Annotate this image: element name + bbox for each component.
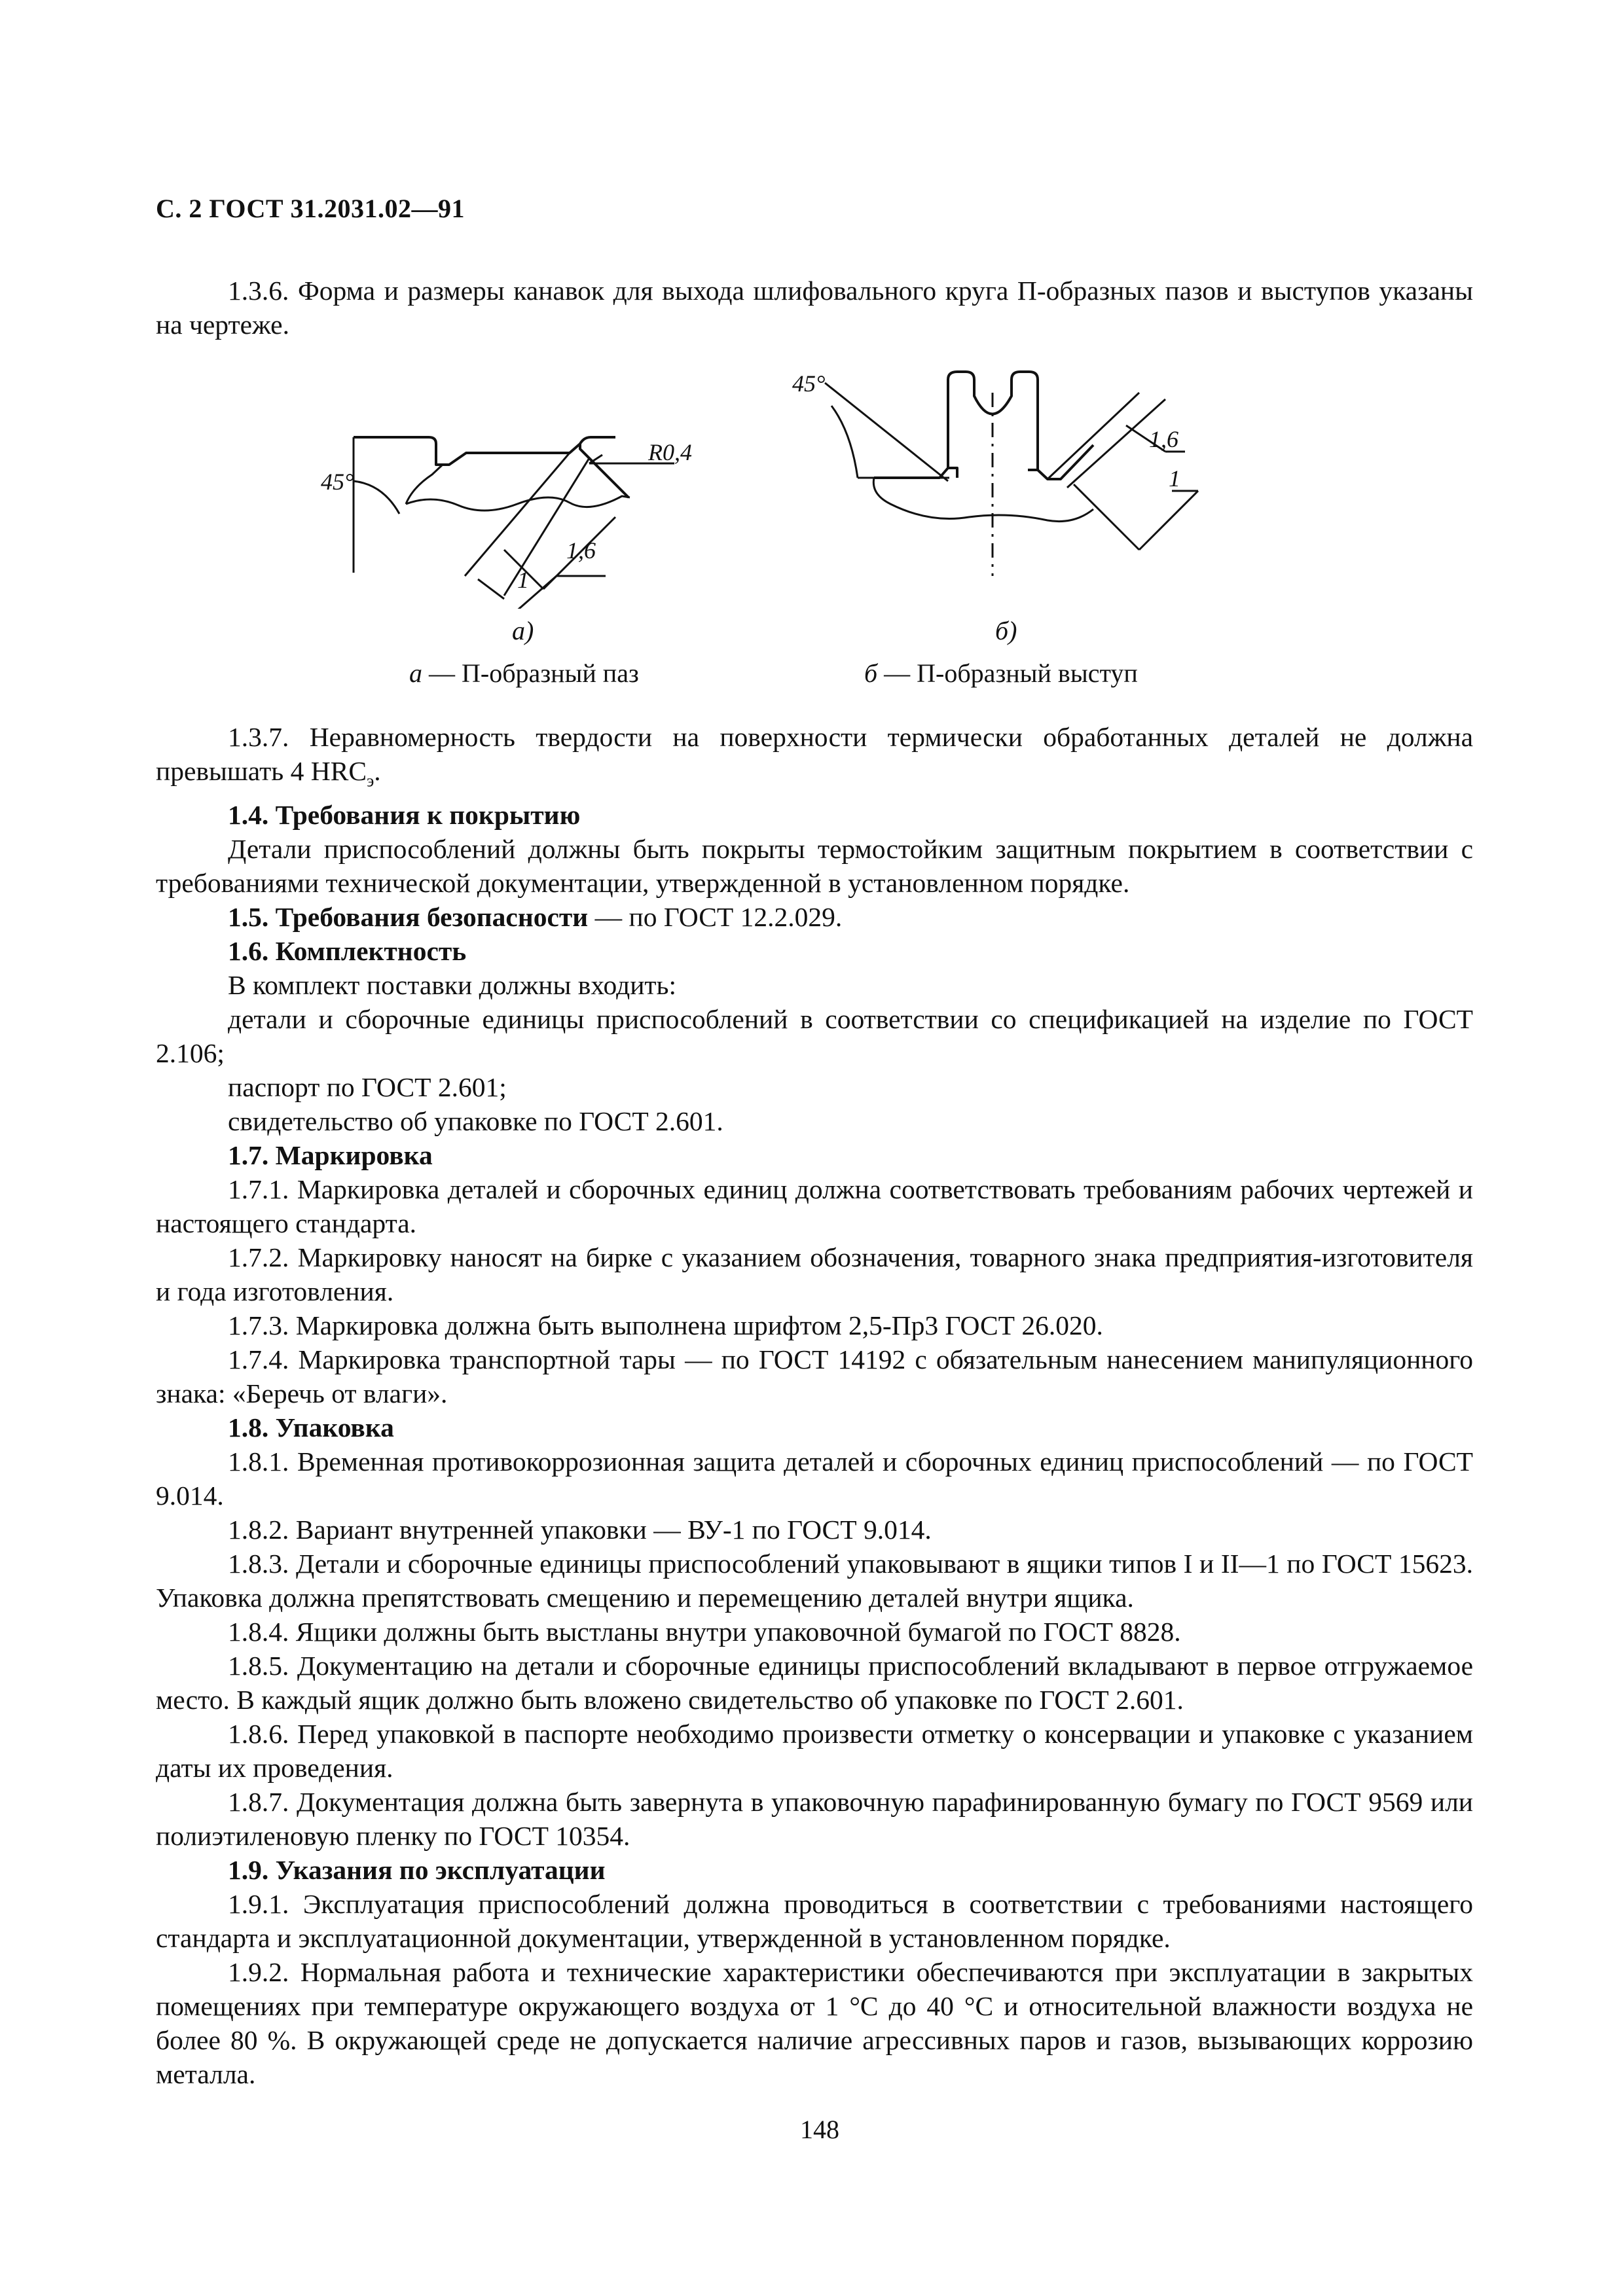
- page-number: 148: [800, 2115, 839, 2144]
- figure-a-drawing: [308, 419, 727, 609]
- paragraph-1-8-2: 1.8.2. Вариант внутренней упаковки — ВУ-1 по ГОСТ 9.014.: [228, 1515, 932, 1545]
- paragraph-1-8-4: 1.8.4. Ящики должны быть выстланы внутри упаковочной бумагой по ГОСТ 8828.: [228, 1617, 1181, 1647]
- figure-a-caption-text: — П-образный паз: [422, 658, 639, 688]
- paragraph-1-9-2: 1.9.2. Нормальная работа и технические характеристики обеспечиваются при эксплуатации в закрытых помещениях при температуре окружающего воздуха от 1 °С до 40 °С и относительной влажности воздуха не более 80 %. В окружающей среде не допускается наличие агрессивных паров и газов, вызывающих коррозию металла.: [156, 1957, 1473, 2090]
- figure-b-svg: [786, 367, 1205, 576]
- intro-block: [156, 274, 1473, 342]
- figure-a-caption: [409, 658, 639, 689]
- heading-1-5: 1.5. Требования безопасности — по ГОСТ 12.2.029.: [228, 902, 843, 933]
- heading-1-6: 1.6. Комплектность: [228, 936, 467, 967]
- list-item: детали и сборочные единицы приспособлений в соответствии со спецификацией на изделие по ГОСТ 2.106;: [156, 1004, 1473, 1069]
- main-text: [156, 720, 1473, 2091]
- figure-a-angle-label: 45°: [321, 469, 354, 495]
- paragraph-1-7-1: 1.7.1. Маркировка деталей и сборочных единиц должна соответствовать требованиям рабочих чертежей и настоящего стандарта.: [156, 1174, 1473, 1239]
- figure-b-break-line: [873, 478, 1093, 522]
- paragraph-1-6-intro: В комплект поставки должны входить:: [228, 970, 677, 1001]
- paragraph-1-7-2: 1.7.2. Маркировку наносят на бирке с указанием обозначения, товарного знака предприятия-изготовителя и года изготовления.: [156, 1242, 1473, 1307]
- figure-a-radius-label: R0,4: [648, 439, 692, 465]
- figure-b-depth-label: 1: [1169, 465, 1180, 492]
- figure-a-letter: а): [512, 616, 534, 645]
- heading-1-4: 1.4. Требования к покрытию: [228, 800, 581, 831]
- figure-b-width-label: 1,6: [1149, 426, 1178, 452]
- paragraph-1-7-3: 1.7.3. Маркировка должна быть выполнена шрифтом 2,5-Пр3 ГОСТ 26.020.: [228, 1310, 1103, 1341]
- figure-a-width-label: 1,6: [566, 537, 596, 564]
- list-item: паспорт по ГОСТ 2.601;: [228, 1072, 507, 1103]
- page-header: С. 2 ГОСТ 31.2031.02—91: [156, 194, 465, 223]
- figure-b-part-outline: [874, 372, 1093, 479]
- figure-b-caption-text: — П-образный выступ: [877, 658, 1138, 688]
- figure-a-depth-label: 1: [517, 567, 529, 593]
- figure-b-caption-letter: б: [864, 658, 878, 688]
- paragraph-1-7-4: 1.7.4. Маркировка транспортной тары — по ГОСТ 14192 с обязательным нанесением манипуляционного знака: «Беречь от влаги».: [156, 1344, 1473, 1409]
- paragraph-1-8-1: 1.8.1. Временная противокоррозионная защита деталей и сборочных единиц приспособлений — по ГОСТ 9.014.: [156, 1446, 1473, 1511]
- paragraph-1-3-6: 1.3.6. Форма и размеры канавок для выхода шлифовального круга П-образных пазов и выступов указаны на чертеже.: [156, 276, 1473, 340]
- paragraph-1-3-7: 1.3.7. Неравномерность твердости на поверхности термически обработанных деталей не должна превышать 4 $HRC_э$.: [156, 722, 1473, 791]
- figure-a-caption-letter: а: [409, 658, 422, 688]
- heading-1-7: 1.7. Маркировка: [228, 1140, 433, 1171]
- figure-b-caption: [864, 658, 1138, 689]
- paragraph-1-8-3: 1.8.3. Детали и сборочные единицы приспособлений упаковывают в ящики типов I и II—1 по ГОСТ 15623. Упаковка должна препятствовать смещению и перемещению деталей внутри ящика.: [156, 1549, 1473, 1613]
- figure-b-drawing: [786, 367, 1205, 576]
- paragraph-1-8-7: 1.8.7. Документация должна быть завернута в упаковочную парафинированную бумагу по ГОСТ 9569 или полиэтиленовую пленку по ГОСТ 10354.: [156, 1787, 1473, 1852]
- figure-b-letter: б): [995, 616, 1017, 645]
- paragraph-1-9-1: 1.9.1. Эксплуатация приспособлений должна проводиться в соответствии с требованиями настоящего стандарта и эксплуатационной документации, утвержденной в установленном порядке.: [156, 1889, 1473, 1954]
- list-item: свидетельство об упаковке по ГОСТ 2.601.: [228, 1106, 723, 1137]
- heading-1-9: 1.9. Указания по эксплуатации: [228, 1855, 606, 1886]
- paragraph-1-8-6: 1.8.6. Перед упаковкой в паспорте необходимо произвести отметку о консервации и упаковке с указанием даты их проведения.: [156, 1719, 1473, 1784]
- paragraph-1-4: Детали приспособлений должны быть покрыты термостойким защитным покрытием в соответствии с требованиями технической документации, утвержденной в установленном порядке.: [156, 834, 1473, 899]
- figure-a-break-line: [406, 496, 630, 511]
- paragraph-1-8-5: 1.8.5. Документацию на детали и сборочные единицы приспособлений вкладывают в первое отгружаемое место. В каждый ящик должно быть вложено свидетельство об упаковке по ГОСТ 2.601.: [156, 1651, 1473, 1715]
- figure-b-angle-label: 45°: [792, 370, 826, 397]
- heading-1-8: 1.8. Упаковка: [228, 1412, 394, 1443]
- figure-a-part-outline: [354, 437, 615, 465]
